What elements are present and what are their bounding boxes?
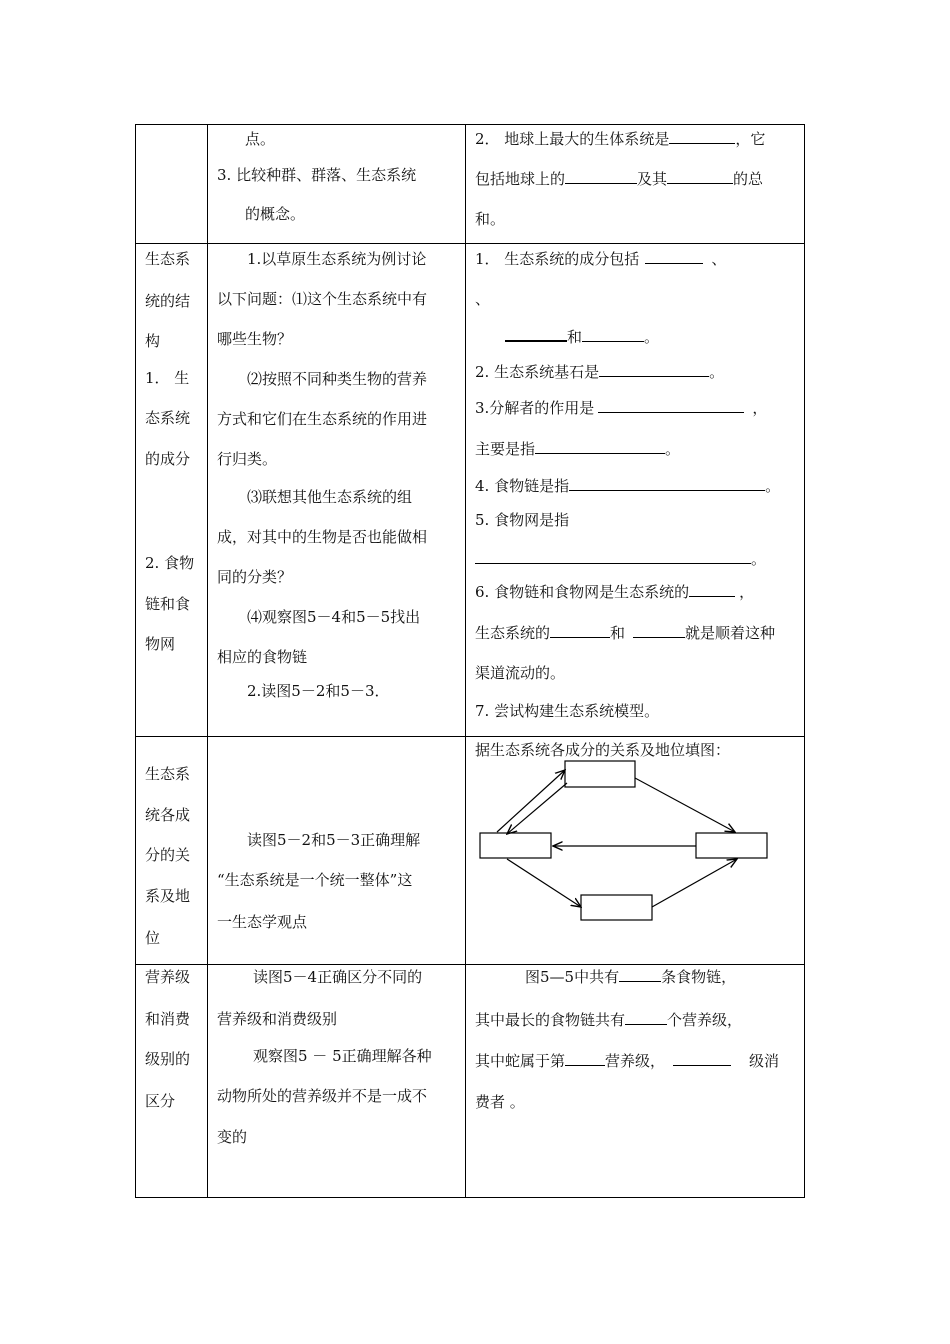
row2-mid-line: 相应的食物链 (217, 648, 308, 666)
row4-left-line: 级别的 (145, 1050, 191, 1068)
row2-mid-line: ⑵按照不同种类生物的营养 (247, 370, 428, 388)
row1-mid-line: 点。 (245, 130, 276, 148)
arrow-top-to-left (507, 783, 567, 834)
row3-left-line: 生态系 (145, 765, 191, 783)
row2-mid-line: 行归类。 (217, 450, 278, 468)
row1-right-line: 和。 (475, 210, 506, 228)
q4-line: 4. 食物链是指 。 (475, 477, 781, 495)
row2-mid-line: 方式和它们在生态系统的作用进 (217, 410, 428, 428)
row2-mid-line: 成，对其中的生物是否也能做相 (217, 528, 428, 546)
arrow-top-to-right (635, 778, 735, 832)
row4-left-line: 营养级 (145, 968, 191, 986)
row2-mid-line: ⑷观察图5－4和5－5找出 (247, 608, 421, 626)
q2-line: 2. 生态系统基石是 。 (475, 363, 725, 381)
row4-right-line: 其中最长的食物链共有 个营养级， (475, 1011, 743, 1029)
row2-mid-line: 以下问题：⑴这个生态系统中有 (217, 290, 428, 308)
q1-line: 、 (475, 290, 491, 308)
q6-line: 生态系统的 和 就是顺着这种 (475, 624, 776, 642)
row2-left-line: 生态系 (145, 250, 191, 268)
arrow-bottom-to-right (652, 859, 737, 907)
arrow-left-to-top (497, 770, 565, 832)
row4-mid-line: 读图5－4正确区分不同的 (253, 968, 423, 986)
row2-mid-line: 哪些生物？ (217, 330, 293, 348)
diagram-box-left[interactable] (480, 833, 551, 858)
row3-left-line: 分的关 (145, 846, 191, 864)
row4-mid-line: 营养级和消费级别 (217, 1010, 338, 1028)
row2-left-line: 1． 生 (145, 369, 190, 387)
q1-line: 1． 生态系统的成分包括 、 (475, 250, 727, 268)
row2-left-line: 2. 食物 (145, 554, 195, 572)
row4-right-line: 费者 。 (475, 1093, 525, 1111)
row1-mid-line: 3. 比较种群、群落、生态系统 (217, 166, 417, 184)
diagram-box-top[interactable] (565, 761, 635, 787)
row2-mid-line: ⑶联想其他生态系统的组 (247, 488, 413, 506)
row4-left-line: 和消费 (145, 1010, 191, 1028)
row4-mid-line: 动物所处的营养级并不是一成不 (217, 1087, 428, 1105)
row4-mid-line: 观察图5 － 5正确理解各种 (253, 1047, 432, 1065)
row4-right-line: 图5—5中共有 条食物链， (525, 968, 737, 986)
row2-left-line: 链和食 (145, 595, 191, 613)
q6-line: 渠道流动的。 (475, 664, 566, 682)
row3-left-line: 统各成 (145, 806, 191, 824)
q1-line: 和 。 (505, 326, 659, 347)
row2-left-line: 物网 (145, 635, 176, 653)
diagram-instruction: 据生态系统各成分的关系及地位填图： (475, 741, 731, 759)
ecosystem-relationship-diagram (135, 124, 805, 1198)
row2-mid-line: 2.读图5－2和5－3． (247, 682, 390, 700)
row2-mid-line: 1.以草原生态系统为例讨论 (247, 250, 427, 268)
row3-mid-line: 一生态学观点 (217, 913, 308, 931)
lesson-table (135, 124, 805, 1198)
row3-mid-line: “生态系统是一个统一整体”这 (217, 871, 413, 889)
row1-right-line: 2． 地球上最大的生体系统是 ，它 (475, 130, 766, 148)
row3-mid-line: 读图5－2和5－3正确理解 (247, 831, 421, 849)
row2-left-line: 态系统 (145, 409, 191, 427)
arrow-left-to-bottom (507, 859, 581, 907)
q5-line: 5. 食物网是指 (475, 511, 570, 529)
diagram-box-bottom[interactable] (581, 895, 652, 920)
q6-line: 6. 食物链和食物网是生态系统的 ， (475, 583, 755, 601)
q7-line: 7. 尝试构建生态系统模型。 (475, 702, 660, 720)
row1-mid-line: 的概念。 (245, 205, 306, 223)
row3-left-line: 位 (145, 929, 161, 947)
row4-right-line: 其中蛇属于第 营养级， 级消 (475, 1052, 780, 1070)
q5-line: 。 (475, 549, 766, 569)
row2-left-line: 的成分 (145, 450, 191, 468)
row3-left-line: 系及地 (145, 887, 191, 905)
row1-right-line: 包括地球上的 及其 的总 (475, 170, 764, 188)
row2-left-line: 统的结 (145, 292, 191, 310)
q3-line: 3.分解者的作用是 ， (475, 399, 768, 417)
q3-line: 主要是指 。 (475, 440, 681, 458)
row4-mid-line: 变的 (217, 1128, 248, 1146)
row2-left-line: 构 (145, 332, 161, 350)
diagram-box-right[interactable] (696, 833, 767, 858)
row4-left-line: 区分 (145, 1092, 176, 1110)
row2-mid-line: 同的分类？ (217, 568, 293, 586)
